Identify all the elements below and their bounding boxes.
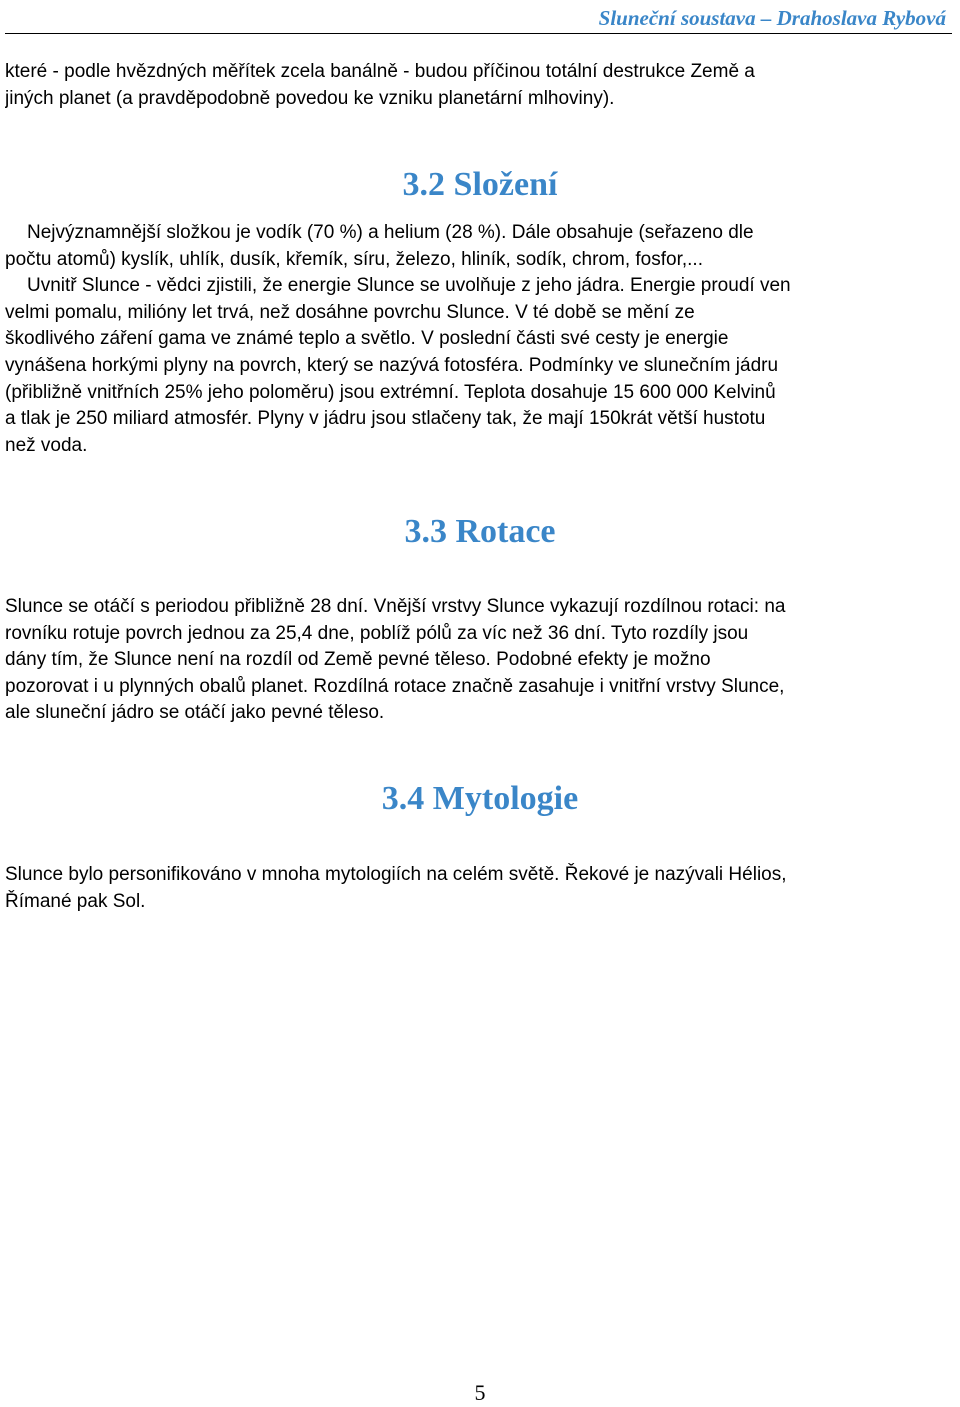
text-line: jiných planet (a pravděpodobně povedou ke vzniku planetární mlhoviny). <box>5 87 615 109</box>
text-line: pozorovat i u plynných obalů planet. Rozdílná rotace značně zasahuje i vnitřní vrstvy Slunce, <box>5 675 785 697</box>
text-line: Uvnitř Slunce - vědci zjistili, že energie Slunce se uvolňuje z jeho jádra. Energie proudí ven <box>27 275 791 297</box>
text-line: vynášena horkými plyny na povrch, který se nazývá fotosféra. Podmínky ve slunečním jádru <box>5 354 779 376</box>
page-number: 5 <box>474 1380 486 1405</box>
header-divider <box>5 33 952 34</box>
section-body-mytologie <box>5 862 955 915</box>
text-line: než voda. <box>5 434 88 456</box>
document-title: Sluneční soustava – Drahoslava Rybová <box>598 6 946 30</box>
text-line: škodlivého záření gama ve známé teplo a světlo. V poslední části své cesty je energie <box>5 328 729 350</box>
section-body-slozeni <box>5 220 955 459</box>
text-line: a tlak je 250 miliard atmosfér. Plyny v jádru jsou stlačeny tak, že mají 150krát větší hustotu <box>5 408 766 430</box>
text-line: Slunce se otáčí s periodou přibližně 28 dní. Vnější vrstvy Slunce vykazují rozdílnou rotaci: na <box>5 596 786 617</box>
text-line: počtu atomů) kyslík, uhlík, dusík, křemík, síru, železo, hliník, sodík, chrom, fosfor,... <box>5 248 703 270</box>
text-line: ale sluneční jádro se otáčí jako pevné těleso. <box>5 702 385 724</box>
section-body-rotace <box>5 594 955 727</box>
text-line: velmi pomalu, milióny let trvá, než dosáhne povrchu Slunce. V té době se mění ze <box>5 301 695 323</box>
section-heading-rotace: 3.3 Rotace <box>404 513 556 550</box>
text-line: dány tím, že Slunce není na rozdíl od Země pevné těleso. Podobné efekty je možno <box>5 649 711 671</box>
page-header <box>0 0 960 40</box>
text-line: které - podle hvězdných měřítek zcela banálně - budou příčinou totální destrukce Země a <box>5 61 755 82</box>
text-line: Římané pak Sol. <box>5 890 146 912</box>
section-heading-mytologie: 3.4 Mytologie <box>381 780 579 817</box>
text-line: (přibližně vnitřních 25% jeho poloměru) jsou extrémní. Teplota dosahuje 15 600 000 Kelvinů <box>5 381 776 403</box>
text-line: Slunce bylo personifikováno v mnoha mytologiích na celém světě. Řekové je nazývali Hélios, <box>5 864 787 885</box>
section-heading-slozeni: 3.2 Složení <box>402 166 558 203</box>
text-line: rovníku rotuje povrch jednou za 25,4 dne, poblíž pólů za víc než 36 dní. Tyto rozdíly jsou <box>5 622 749 644</box>
text-line: Nejvýznamnější složkou je vodík (70 %) a helium (28 %). Dále obsahuje (seřazeno dle <box>27 222 754 243</box>
intro-paragraph <box>5 59 955 112</box>
